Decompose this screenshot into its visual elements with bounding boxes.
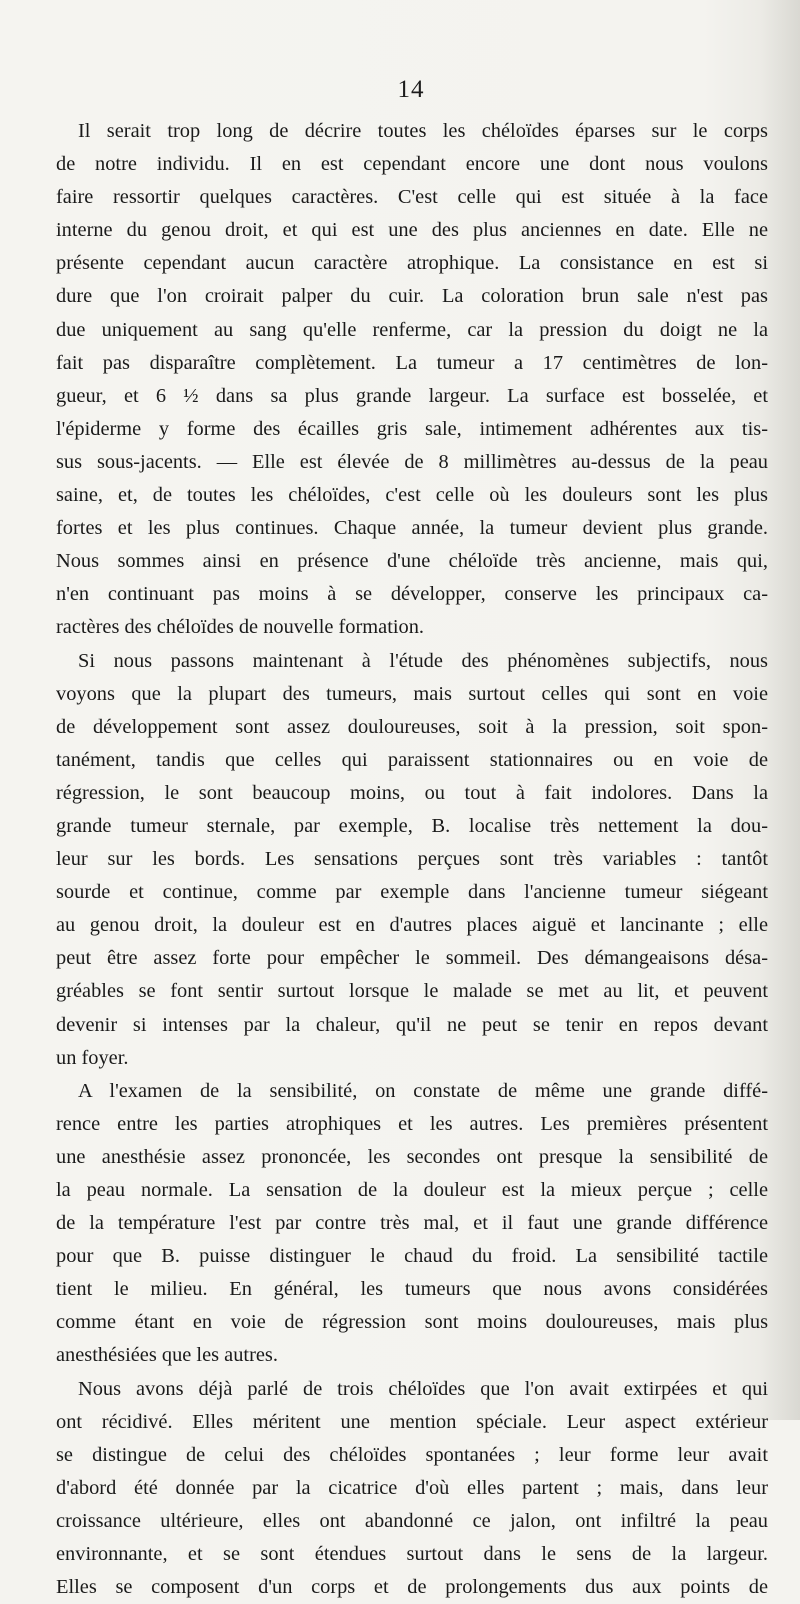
page-number: 14 (397, 76, 425, 103)
body-text (56, 115, 768, 1604)
text-line: d'abord été donnée par la cicatrice d'où elles partent ; mais, dans leur (56, 1476, 768, 1499)
text-line: ont récidivé. Elles méritent une mention spéciale. Leur aspect extérieur (56, 1410, 768, 1433)
text-line: sus sous-jacents. — Elle est élevée de 8 millimètres au-dessus de la peau (56, 450, 768, 473)
text-line: gréables se font sentir surtout lorsque le malade se met au lit, et peuvent (56, 980, 768, 1003)
text-line: Nous avons déjà parlé de trois chéloïdes que l'on avait extirpées et qui (78, 1377, 768, 1400)
text-line: voyons que la plupart des tumeurs, mais surtout celles qui sont en voie (56, 682, 768, 705)
text-line: Il serait trop long de décrire toutes les chéloïdes éparses sur le corps (78, 120, 768, 142)
text-line: de développement sont assez douloureuses, soit à la pression, soit spon- (56, 715, 768, 738)
text-line: Si nous passons maintenant à l'étude des phénomènes subjectifs, nous (78, 649, 768, 672)
text-line: saine, et, de toutes les chéloïdes, c'est celle où les douleurs sont les plus (56, 484, 768, 507)
text-line: leur sur les bords. Les sensations perçues sont très variables : tantôt (56, 848, 768, 871)
text-line: fortes et les plus continues. Chaque année, la tumeur devient plus grande. (56, 517, 768, 540)
text-line: la peau normale. La sensation de la douleur est la mieux perçue ; celle (56, 1179, 768, 1201)
text-line: une anesthésie assez prononcée, les secondes ont presque la sensibilité de (56, 1145, 768, 1168)
text-line: régression, le sont beaucoup moins, ou tout à fait indolores. Dans la (56, 781, 768, 804)
text-line: Elles se composent d'un corps et de prolongements dus aux points de (56, 1576, 768, 1599)
text-line: au genou droit, la douleur est en d'autres places aiguë et lancinante ; elle (56, 914, 768, 937)
text-line: devenir si intenses par la chaleur, qu'il ne peut se tenir en repos devant (56, 1013, 768, 1036)
text-line: ractères des chéloïdes de nouvelle formation. (56, 616, 425, 639)
text-line: de notre individu. Il en est cependant encore une dont nous voulons (56, 153, 768, 176)
text-line: peut être assez forte pour empêcher le sommeil. Des démangeaisons désa- (56, 947, 768, 970)
text-line: fait pas disparaître complètement. La tumeur a 17 centimètres de lon- (56, 351, 768, 374)
text-line: faire ressortir quelques caractères. C'est celle qui est située à la face (56, 186, 768, 209)
text-line: dure que l'on croirait palper du cuir. La coloration brun sale n'est pas (56, 285, 768, 308)
text-line: grande tumeur sternale, par exemple, B. localise très nettement la dou- (56, 814, 768, 837)
text-line: gueur, et 6 ½ dans sa plus grande largeur. La surface est bosselée, et (56, 384, 768, 407)
text-line: croissance ultérieure, elles ont abandonné ce jalon, ont infiltré la peau (56, 1509, 768, 1532)
text-line: se distingue de celui des chéloïdes spontanées ; leur forme leur avait (56, 1443, 768, 1466)
text-line: présente cependant aucun caractère atrophique. La consistance en est si (56, 252, 768, 275)
text-line: un foyer. (56, 1046, 129, 1069)
text-line: l'épiderme y forme des écailles gris sale, intimement adhérentes aux tis- (56, 417, 768, 440)
text-line: comme étant en voie de régression sont moins douloureuses, mais plus (56, 1311, 768, 1334)
text-line: tanément, tandis que celles qui paraissent stationnaires ou en voie de (56, 748, 768, 771)
text-line: interne du genou droit, et qui est une des plus anciennes en date. Elle ne (56, 219, 768, 242)
text-line: A l'examen de la sensibilité, on constate de même une grande diffé- (78, 1079, 768, 1102)
text-line: pour que B. puisse distinguer le chaud du froid. La sensibilité tactile (56, 1245, 768, 1268)
text-line: sourde et continue, comme par exemple dans l'ancienne tumeur siégeant (56, 881, 768, 904)
text-line: n'en continuant pas moins à se développer, conserve les principaux ca- (56, 583, 768, 606)
text-line: anesthésiées que les autres. (56, 1344, 278, 1367)
text-line: Nous sommes ainsi en présence d'une chéloïde très ancienne, mais qui, (56, 550, 768, 573)
text-line: environnante, et se sont étendues surtout dans le sens de la largeur. (56, 1543, 768, 1566)
text-line: tient le milieu. En général, les tumeurs que nous avons considérées (56, 1278, 768, 1301)
text-line: de la température l'est par contre très mal, et il faut une grande différence (56, 1212, 768, 1235)
text-line: due uniquement au sang qu'elle renferme, car la pression du doigt ne la (56, 318, 768, 341)
text-line: rence entre les parties atrophiques et les autres. Les premières présentent (56, 1112, 768, 1135)
